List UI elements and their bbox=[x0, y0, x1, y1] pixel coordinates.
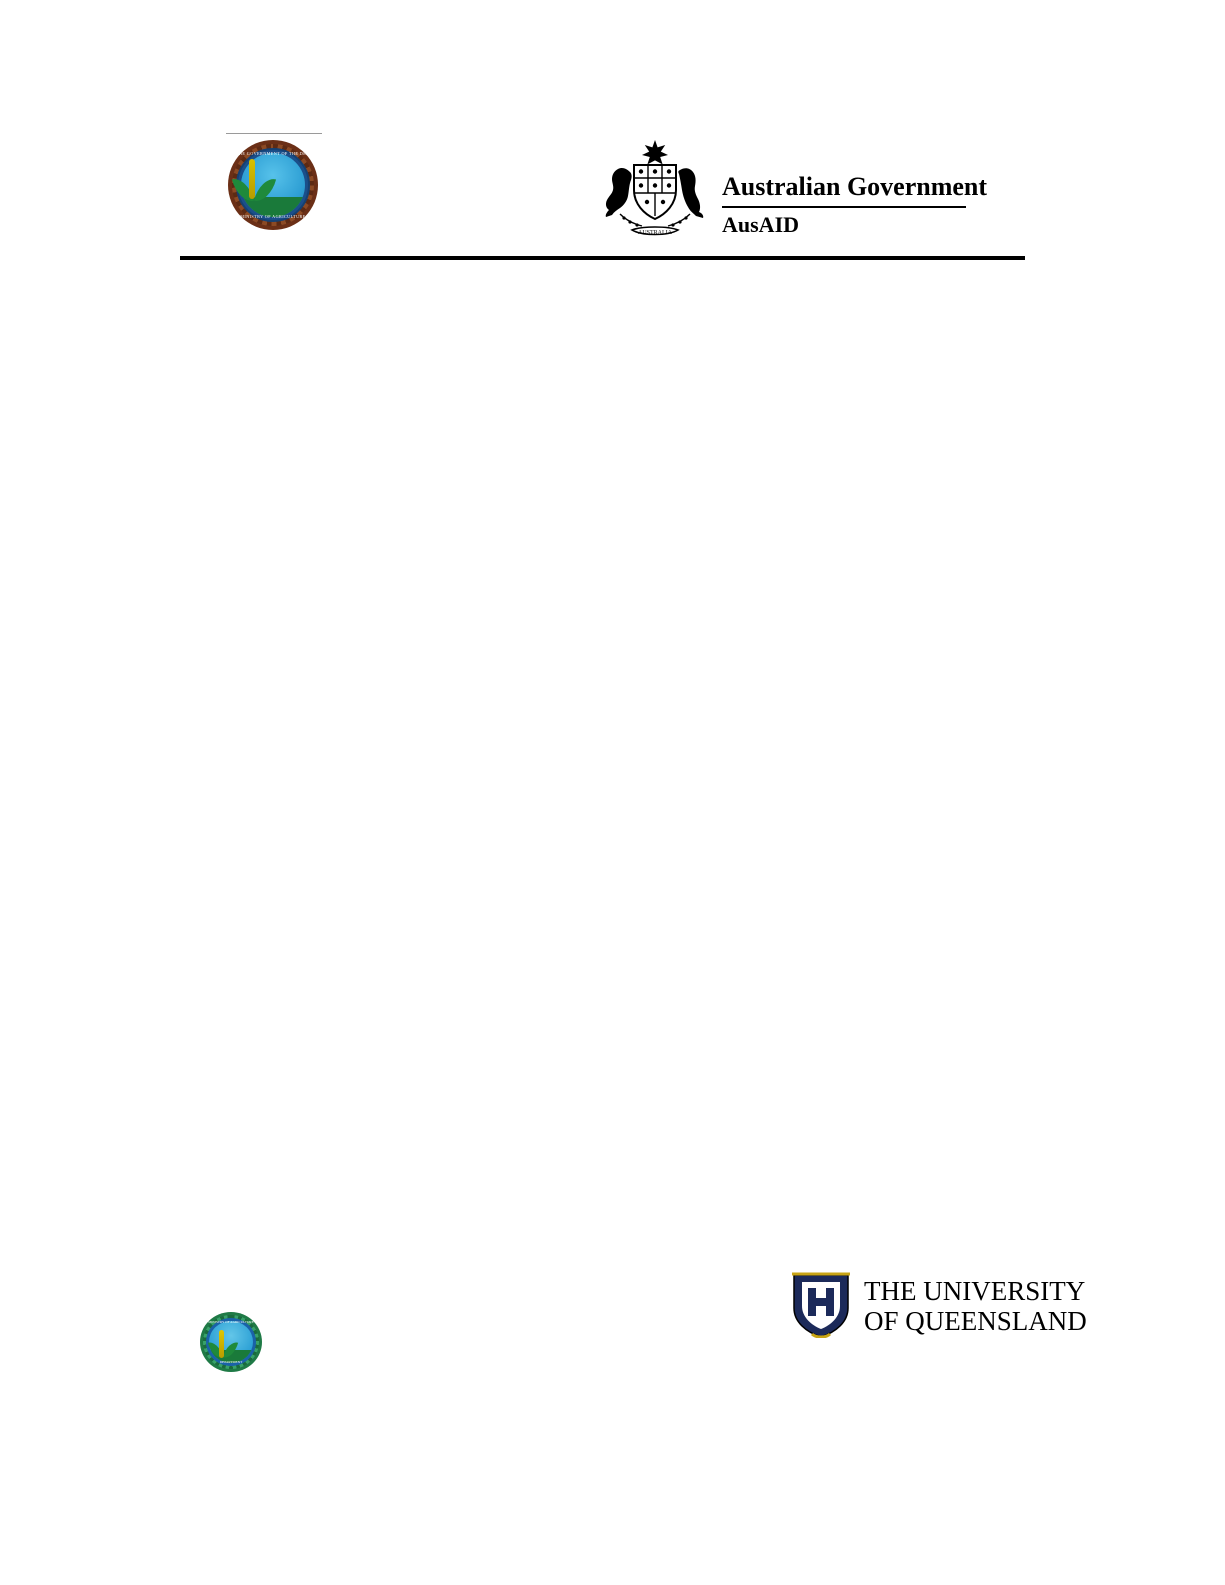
document-body bbox=[180, 280, 1025, 1260]
australian-government-wordmark bbox=[722, 172, 988, 237]
agency-title: AusAID bbox=[722, 212, 800, 237]
document-header bbox=[0, 0, 1225, 270]
uq-wordmark-line1: THE UNIVERSITY bbox=[864, 1276, 1086, 1306]
crest-top-rule bbox=[226, 133, 322, 134]
small-crest-ring-text-top: MINISTRY OF AGRICULTURE bbox=[208, 1320, 254, 1324]
crest-ring-text bbox=[236, 148, 356, 222]
australian-coat-of-arms-icon bbox=[600, 138, 710, 246]
ministry-crest-small-icon bbox=[200, 1312, 264, 1374]
uq-wordmark bbox=[864, 1276, 1087, 1336]
svg-text:AUSTRALIA: AUSTRALIA bbox=[638, 230, 672, 236]
wordmark-divider bbox=[722, 206, 966, 208]
small-crest-ring-text bbox=[206, 1318, 256, 1366]
small-crest-ring-text-bottom: DEPARTMENT bbox=[219, 1360, 243, 1364]
government-title: Australian Government bbox=[722, 172, 988, 201]
ministry-crest-icon bbox=[222, 133, 356, 237]
uq-shield-icon bbox=[790, 1272, 852, 1338]
crest-ring-text-bottom: MINISTRY OF AGRICULTURE bbox=[240, 214, 306, 219]
header-horizontal-rule bbox=[180, 256, 1025, 260]
university-of-queensland-logo bbox=[790, 1272, 1087, 1340]
uq-wordmark-line2: OF QUEENSLAND bbox=[864, 1306, 1087, 1336]
crest-ring-text-top: THE GOVERNMENT OF THE DEMOCRATIC REPUBLIC bbox=[236, 151, 356, 156]
